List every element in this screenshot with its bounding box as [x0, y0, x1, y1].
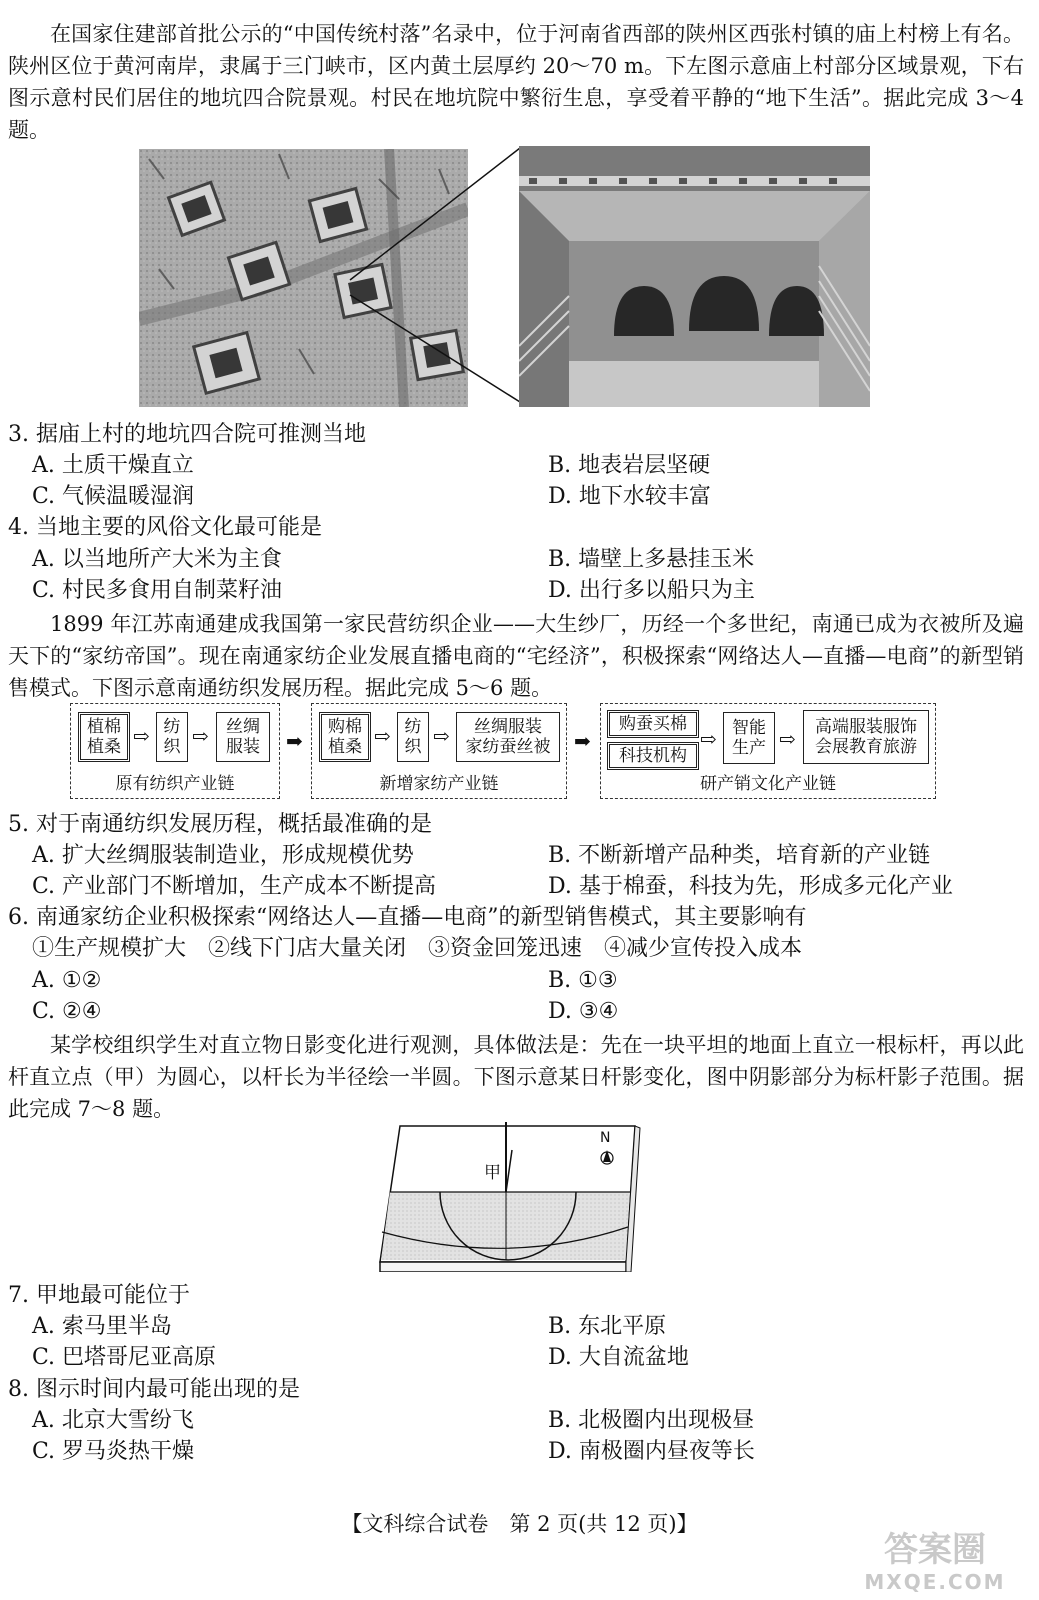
chain1-box-2-text: 纺 织 [163, 717, 181, 757]
q4-option-c[interactable]: C. 村民多食用自制菜籽油 [32, 578, 283, 603]
watermark-logo-text: 答案圈 [884, 1530, 986, 1570]
chain3-box-1 [607, 710, 699, 738]
q7-option-c[interactable]: C. 巴塔哥尼亚高原 [32, 1345, 217, 1370]
q5-option-a[interactable]: A. 扩大丝绸服装制造业，形成规模优势 [32, 843, 414, 868]
question-8: 8. 图示时间内最可能出现的是 [8, 1377, 300, 1402]
q8-option-d[interactable]: D. 南极圈内昼夜等长 [548, 1439, 755, 1464]
q3-option-d[interactable]: D. 地下水较丰富 [548, 484, 711, 509]
q7-option-d[interactable]: D. 大自流盆地 [548, 1345, 689, 1370]
question-6: 6. 南通家纺企业积极探索“网络达人—直播—电商”的新型销售模式，其主要影响有 [8, 905, 807, 930]
chain2-box-1 [319, 712, 371, 762]
chain3-arrow-2: ⇨ [779, 727, 796, 751]
q8-option-a[interactable]: A. 北京大雪纷飞 [32, 1408, 194, 1433]
chain2-box-2-text: 纺 织 [404, 717, 422, 757]
chain3-box-2-text: 科技机构 [619, 746, 687, 766]
q5-option-c[interactable]: C. 产业部门不断增加，生产成本不断提高 [32, 874, 437, 899]
chain3-box-1-text: 购蚕买棉 [619, 714, 687, 734]
pit-courtyard-photo [519, 146, 870, 407]
chain1-box-1 [78, 712, 130, 762]
chain2-arrow-1: ⇨ [374, 724, 391, 748]
question-7: 7. 甲地最可能位于 [8, 1283, 190, 1308]
q7-option-b[interactable]: B. 东北平原 [548, 1314, 667, 1339]
chain1-title: 原有纺织产业链 [115, 774, 235, 794]
q4-option-d[interactable]: D. 出行多以船只为主 [548, 578, 755, 603]
question-3: 3. 据庙上村的地坑四合院可推测当地 [8, 422, 366, 447]
chain2-box-2 [397, 712, 429, 762]
chain3-title: 研产销文化产业链 [700, 774, 836, 794]
chain2-box-1-text: 购棉 植桑 [328, 717, 362, 757]
q6-option-c[interactable]: C. ②④ [32, 999, 102, 1024]
shadow-figure [378, 1122, 648, 1272]
chain-original [70, 703, 280, 799]
chain1-arrow-2: ⇨ [192, 724, 209, 748]
chain2-box-3 [456, 712, 560, 762]
q6-option-a[interactable]: A. ①② [32, 968, 102, 993]
q5-option-d[interactable]: D. 基于棉蚕，科技为先，形成多元化产业 [548, 874, 953, 899]
page-footer: 【文科综合试卷 第 2 页(共 12 页)】 [341, 1512, 698, 1536]
chain1-box-1-text: 植棉 植桑 [87, 717, 121, 757]
chain3-arrow-1: ⇨ [700, 727, 717, 751]
courtyard-photo-graphic [519, 146, 870, 407]
chain1-box-2 [156, 712, 188, 762]
chain1-arrow-1: ⇨ [133, 724, 150, 748]
chain2-box-3-text: 丝绸服装 家纺蚕丝被 [465, 717, 551, 757]
chain3-box-2 [607, 742, 699, 770]
north-label: N [600, 1130, 611, 1146]
photo-connector-lines [320, 140, 530, 410]
chain3-box-4 [803, 710, 929, 764]
chain1-box-3-text: 丝绸 服装 [226, 717, 260, 757]
chain2-title: 新增家纺产业链 [379, 774, 499, 794]
site-watermark [845, 1530, 1025, 1600]
q4-option-b[interactable]: B. 墙壁上多悬挂玉米 [548, 547, 755, 572]
q8-option-b[interactable]: B. 北极圈内出现极昼 [548, 1408, 755, 1433]
q3-option-c[interactable]: C. 气候温暖湿润 [32, 484, 195, 509]
chain3-box-3-text: 智能 生产 [732, 718, 766, 758]
watermark-url: MXQE.COM [864, 1570, 1006, 1594]
point-label-jia: 甲 [484, 1163, 501, 1183]
chain-big-arrow-1: ➡ [286, 729, 303, 753]
passage-village: 在国家住建部首批公示的“中国传统村落”名录中，位于河南省西部的陕州区西张村镇的庙上村榜上有名。陕州区位于黄河南岸，隶属于三门峡市，区内黄土层厚约 20～70 m。下左图示意庙上村部分区域景观，下右图示意村民们居住的地坑四合院景观。村民在地坑院中繁衍生息，享受着平静的“地下生活”。据此完成 3～4 题。 [8, 22, 1024, 142]
q3-option-b[interactable]: B. 地表岩层坚硬 [548, 453, 711, 478]
passage-nantong: 1899 年江苏南通建成我国第一家民营纺织企业——大生纱厂，历经一个多世纪，南通已成为衣被所及遍天下的“家纺帝国”。现在南通家纺企业发展直播电商的“宅经济”，积极探索“网络达人—直播—电商”的新型销售模式。下图示意南通纺织发展历程。据此完成 5～6 题。 [8, 612, 1024, 700]
q8-option-c[interactable]: C. 罗马炎热干燥 [32, 1439, 195, 1464]
chain1-box-3 [216, 712, 270, 762]
passage-shadow: 某学校组织学生对直立物日影变化进行观测，具体做法是：先在一块平坦的地面上直立一根标杆，再以此杆直立点（甲）为圆心，以杆长为半径绘一半圆。下图示意某日杆影变化，图中阴影部分为标杆影子范围。据此完成 7～8 题。 [8, 1033, 1024, 1121]
question-5: 5. 对于南通纺织发展历程，概括最准确的是 [8, 812, 432, 837]
q6-option-b[interactable]: B. ①③ [548, 968, 618, 993]
q3-option-a[interactable]: A. 土质干燥直立 [32, 453, 194, 478]
chain-new-home-textile [311, 703, 567, 799]
question-4: 4. 当地主要的风俗文化最可能是 [8, 515, 322, 540]
q4-option-a[interactable]: A. 以当地所产大米为主食 [32, 547, 282, 572]
chain-rd-culture [600, 703, 936, 799]
chain3-box-4-text: 高端服装服饰 会展教育旅游 [815, 717, 917, 757]
chain2-arrow-2: ⇨ [433, 724, 450, 748]
q7-option-a[interactable]: A. 索马里半岛 [32, 1314, 172, 1339]
q5-option-b[interactable]: B. 不断新增产品种类，培育新的产业链 [548, 843, 931, 868]
chain-big-arrow-2: ➡ [574, 729, 591, 753]
q6-statements: ①生产规模扩大 ②线下门店大量关闭 ③资金回笼迅速 ④减少宣传投入成本 [32, 936, 803, 961]
q6-option-d[interactable]: D. ③④ [548, 999, 619, 1024]
chain3-box-3 [723, 712, 775, 764]
